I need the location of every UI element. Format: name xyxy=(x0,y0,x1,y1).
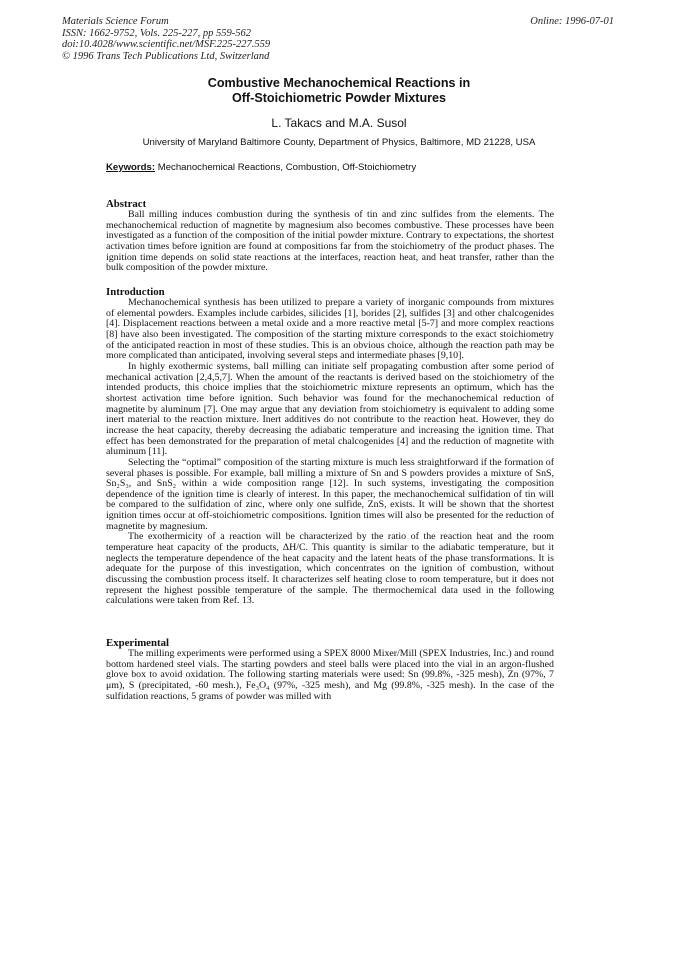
experimental-section xyxy=(106,637,554,702)
issn-line: ISSN: 1662-9752, Vols. 225-227, pp 559-562 xyxy=(62,27,251,39)
abstract-heading: Abstract xyxy=(106,198,147,210)
introduction-heading: Introduction xyxy=(106,286,165,298)
intro-paragraph: In highly exothermic systems, ball milling can initiate self propagating combustion after some period of mechanical activation [2,4,5,7]. When the amount of the reactants is derived based on the stoichiometry of the intended products, this choice implies that the stoichiometric mixture represents an optimum, which has the shortest activation time before ignition. Such behavior was found for the mechanochemical reduction of magnetite by aluminum [7]. One may argue that any deviation from stoichiometry is equivalent to adding some inert material to the reaction mixture. Inert additives do not contribute to the reaction heat. However, they do increase the heat capacity, thereby decreasing the adiabatic temperature and increasing the ignition time. That effect has been demonstrated for the preparation of metal chalcogenides [4] and the reduction of magnetite with aluminum [11]. xyxy=(106,360,554,458)
abstract-text: Ball milling induces combustion during the synthesis of tin and zinc sulfides from the elements. The mechanochemical reduction of magnetite by magnesium also becomes combustive. These processes have been investigated as a function of the composition of the initial powder mixture. Contrary to expectations, the shortest activation times before ignition are found at compositions far from the stoichiometry of the product phases. The ignition time depends on solid state reactions at the interfaces, reaction heat, and heat transfer, rather than the bulk composition of the powder mixture. xyxy=(106,209,554,274)
affiliation: University of Maryland Baltimore County, Department of Physics, Baltimore, MD 21228, USA xyxy=(142,137,536,148)
abstract-section xyxy=(106,198,554,274)
experimental-heading: Experimental xyxy=(106,637,169,649)
paper-title xyxy=(0,76,678,106)
journal-header xyxy=(62,16,270,62)
title-line-2: Off-Stoichiometric Powder Mixtures xyxy=(231,91,447,105)
doi-line: doi:10.4028/www.scientific.net/MSF.225-227.559 xyxy=(62,39,271,50)
intro-paragraph: Mechanochemical synthesis has been utilized to prepare a variety of inorganic compounds from mixtures of elemental powders. Examples include carbides, silicides [1], borides [2], sulfides [3] and other chalcogenides [4]. Displacement reactions between a metal oxide and a more reactive metal [5-7] and more complex reactions [8] have also been investigated. The composition of the starting mixture corresponds to the exact stoichiometry of the anticipated reaction in most of these studies. This is an obvious choice, although the reaction path may be more complicated than anticipated, involving several steps and intermediate phases [9,10]. xyxy=(106,297,554,362)
keywords-text: Mechanochemical Reactions, Combustion, Off-Stoichiometry xyxy=(157,162,417,173)
online-date: Online: 1996-07-01 xyxy=(530,16,614,27)
intro-paragraph: The exothermicity of a reaction will be characterized by the ratio of the reaction heat and the room temperature heat capacity of the products, ΔH/C. This quantity is similar to the adiabatic temperature, but it neglects the temperature dependence of the heat capacity and the latent heats of the phase transformations. It is adequate for the purpose of this investigation, which concentrates on the ignition of combustion, without discussing the combustion process itself. It characterizes self heating close to room temperature, but it does not represent the highest possible temperature of the sample. The thermochemical data used in the following calculations were taken from Ref. 13. xyxy=(106,531,554,607)
authors: L. Takacs and M.A. Susol xyxy=(271,116,407,130)
introduction-section xyxy=(106,286,554,607)
intro-paragraph: Selecting the “optimal” composition of the starting mixture is much less straightforward if the formation of several phases is possible. For example, ball milling a mixture of Sn and S powders provides a mixture of SnS, Sn₂S₃, and SnS₂ within a wide composition range [12]. In such systems, investigating the composition dependence of the ignition time is clearly of interest. In this paper, the mechanochemical sulfidation of tin will be compared to the sulfidation of zinc, where only one sulfide, ZnS, exists. It will be shown that the shortest ignition times occur at off-stoichiometric compositions. Ignition times will also be presented for the reduction of magnetite by magnesium. xyxy=(106,456,554,532)
keywords-line xyxy=(106,162,416,173)
experimental-text: The milling experiments were performed using a SPEX 8000 Mixer/Mill (SPEX Industries, Inc.) and round bottom hardened steel vials. The starting powders and steel balls were placed into the vial in an argon-flushed glove box to avoid oxidation. The following starting materials were used: Sn (99.8%, -325 mesh), Zn (97%, 7 μm), S (precipitated, -60 mesh.), Fe₃O₄ (97%, -325 mesh), and Mg (99.8%, -325 mesh). In the case of the sulfidation reactions, 5 grams of powder was milled with xyxy=(106,648,554,702)
title-line-1: Combustive Mechanochemical Reactions in xyxy=(207,76,471,90)
keywords-label: Keywords: xyxy=(106,162,156,173)
copyright-line: © 1996 Trans Tech Publications Ltd, Switzerland xyxy=(62,50,270,62)
journal-name: Materials Science Forum xyxy=(62,16,169,27)
